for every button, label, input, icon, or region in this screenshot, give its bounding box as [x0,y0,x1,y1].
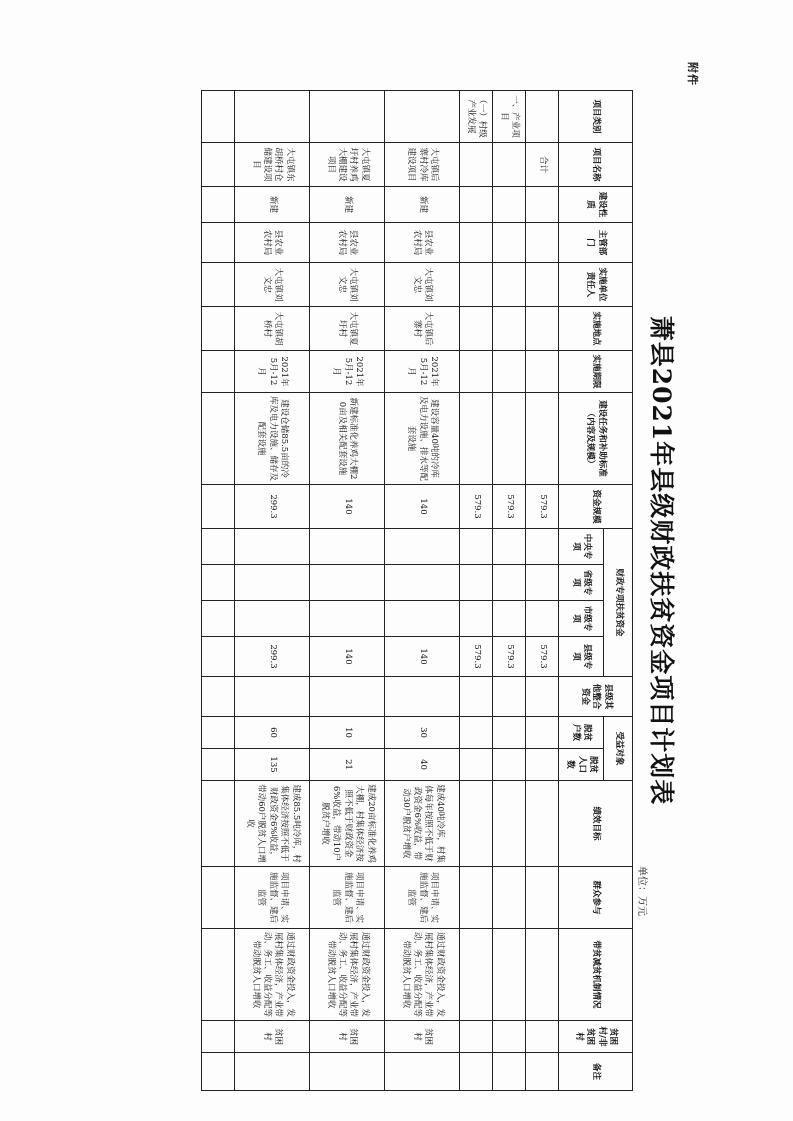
header-county: 县级专项 [559,637,604,677]
project-households: 10 [310,717,385,749]
header-content: 建设任务和补助标准（内容及规模） [559,393,633,485]
total-row [526,91,559,1091]
project-mechanism: 通过财政资金投入，发展村集体经济，产业带动、务工、收益分配等带动脱贫人口增收 [310,929,385,1021]
header-mechanism: 带贫减贫机制情况 [559,929,633,1021]
header-beneficiary-group: 受益对象 [604,717,633,781]
subtotal-amount: 579.3 [460,485,493,529]
header-beneficiary-population: 脱贫人口数 [559,749,604,781]
subtotal-county: 579.3 [460,637,493,677]
header-fund-group: 财政专项扶贫资金 [604,529,633,677]
header-total: 资金规模 [559,485,633,529]
header-central: 中央专项 [559,529,604,565]
project-responsible: 大屯镇刘文忠 [385,263,460,307]
project-county: 299.3 [235,637,310,677]
project-village-type: 贫困村 [310,1021,385,1053]
project-location: 大屯镇后寨村 [385,307,460,351]
header-row-1 [604,91,633,1091]
table-row [385,91,460,1091]
project-location: 大屯镇胡桥村 [235,307,310,351]
project-performance: 建成40吨冷库，村集体每年按照不低于财政资金6%收益，带动30户脱贫户增收 [385,781,460,867]
header-provincial: 省级专项 [559,565,604,601]
project-nature: 新建 [235,187,310,223]
header-performance: 绩效目标 [559,781,633,867]
project-name: 大屯镇夏圩村养鸡大棚建设项目 [310,143,385,187]
project-nature: 新建 [385,187,460,223]
total-county: 579.3 [526,637,559,677]
project-population: 21 [310,749,385,781]
subtotal-category: （一）村级产业发展 [460,91,493,143]
subtotal-category: 一、产业项目 [493,91,526,143]
project-dept: 县农业农村局 [385,223,460,263]
project-name: 大屯镇后寨村冷库建设项目 [385,143,460,187]
project-county: 140 [385,637,460,677]
project-households: 60 [235,717,310,749]
project-population: 40 [385,749,460,781]
project-participation: 项目申请、实施监督、建后监管 [235,867,310,929]
document-title: 萧县2021年县级财政扶贫资金项目计划表 [647,315,676,806]
project-location: 大屯镇夏圩村 [310,307,385,351]
project-dept: 县农业农村局 [310,223,385,263]
table-row [310,91,385,1091]
header-county-other: 县级其他整合资金 [559,677,633,717]
project-mechanism: 通过财政资金投入，发展村集体经济，产业带动、务工、收益分配等带动脱贫人口增收 [235,929,310,1021]
project-participation: 项目申请、实施监督、建后监管 [385,867,460,929]
project-performance: 建成85.5吨冷库，村集体经济按照不低于财政资金6%收益，带动60户脱贫人口增收 [235,781,310,867]
subtotal-row-industry [493,91,526,1091]
project-content: 建设仓储85.5亩的冷库及电力设施、储存及配套设施 [235,393,310,485]
header-participation: 群众参与 [559,867,633,929]
project-content: 新建标准化养鸡大棚20亩及相关配套设施 [310,393,385,485]
unit-label: 单位：万元 [636,866,647,916]
project-dept: 县农业农村局 [235,223,310,263]
fund-plan-table [201,90,633,1091]
header-period: 实施期限 [559,351,633,393]
header-nature: 建设性质 [559,187,633,223]
project-period: 2021年5月-12月 [235,351,310,393]
subtotal-row-village [460,91,493,1091]
project-households: 30 [385,717,460,749]
header-responsible: 实施单位责任人 [559,263,633,307]
project-content: 建设容量40吨的冷库及电力设施、排水等配套设施 [385,393,460,485]
project-responsible: 大屯镇刘文忠 [310,263,385,307]
project-total: 140 [310,485,385,529]
project-population: 135 [235,749,310,781]
total-amount: 579.3 [526,485,559,529]
total-label: 合计 [526,143,559,187]
subtotal-amount: 579.3 [493,485,526,529]
table-row [235,91,310,1091]
project-mechanism: 通过财政资金投入，发展村集体经济，产业带动、务工、收益分配等带动脱贫人口增收 [385,929,460,1021]
project-performance: 建成20亩标准化养鸡大棚，村集体经济按照不低于财政资金6%收益，带动10户脱贫户增收 [310,781,385,867]
project-total: 140 [385,485,460,529]
header-dept: 主管部门 [559,223,633,263]
project-responsible: 大屯镇刘文忠 [235,263,310,307]
subtotal-county: 579.3 [493,637,526,677]
project-village-type: 贫困村 [385,1021,460,1053]
header-location: 实施地点 [559,307,633,351]
project-total: 299.3 [235,485,310,529]
project-period: 2021年5月-12月 [385,351,460,393]
header-beneficiary-households: 脱贫户数 [559,717,604,749]
header-village-type: 贫困村/非贫困村 [559,1021,633,1053]
attachment-label: 附件 [686,62,699,86]
project-period: 2021年5月-12月 [310,351,385,393]
header-city: 市级专项 [559,601,604,637]
project-participation: 项目申请、实施监督、建后监管 [310,867,385,929]
header-name: 项目名称 [559,143,633,187]
header-category: 项目类别 [559,91,633,143]
header-remark: 备注 [559,1053,633,1091]
project-nature: 新建 [310,187,385,223]
blank-row [202,91,235,1091]
project-name: 大屯镇东胡桥村仓储建设项目 [235,143,310,187]
project-county: 140 [310,637,385,677]
project-village-type: 贫困村 [235,1021,310,1053]
